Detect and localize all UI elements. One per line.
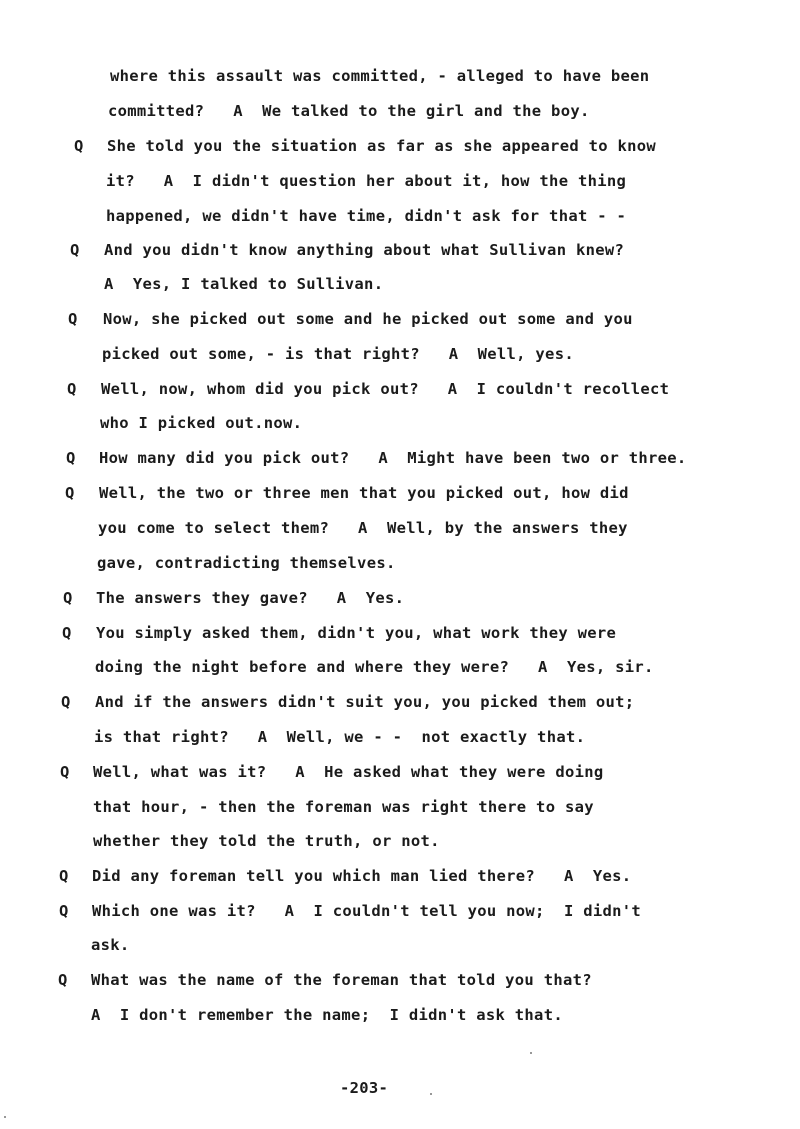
scan-speck: [430, 1093, 432, 1095]
question-marker: Q: [59, 902, 69, 920]
transcript-line: Well, what was it? A He asked what they were doing: [93, 763, 604, 781]
transcript-line: Which one was it? A I couldn't tell you now; I didn't: [92, 902, 642, 920]
question-marker: Q: [58, 971, 68, 989]
question-marker: Q: [59, 867, 69, 885]
transcript-line: Well, the two or three men that you picked out, how did: [99, 484, 629, 502]
transcript-line: And if the answers didn't suit you, you picked them out;: [95, 693, 635, 711]
transcript-line: whether they told the truth, or not.: [93, 832, 440, 850]
transcript-line: gave, contradicting themselves.: [97, 554, 396, 572]
transcript-line: Well, now, whom did you pick out? A I couldn't recollect: [101, 380, 670, 398]
transcript-line: The answers they gave? A Yes.: [96, 589, 405, 607]
question-marker: Q: [60, 763, 70, 781]
transcript-line: you come to select them? A Well, by the answers they: [98, 519, 628, 537]
transcript-line: it? A I didn't question her about it, how the thing: [106, 172, 627, 190]
question-marker: Q: [67, 380, 77, 398]
transcript-line: And you didn't know anything about what Sullivan knew?: [104, 241, 625, 259]
question-marker: Q: [74, 137, 84, 155]
question-marker: Q: [62, 624, 72, 642]
transcript-line: picked out some, - is that right? A Well, yes.: [102, 345, 574, 363]
question-marker: Q: [68, 310, 78, 328]
transcript-line: doing the night before and where they were? A Yes, sir.: [95, 658, 654, 676]
question-marker: Q: [70, 241, 80, 259]
question-marker: Q: [66, 449, 76, 467]
transcript-line: that hour, - then the foreman was right there to say: [93, 798, 594, 816]
transcript-line: A Yes, I talked to Sullivan.: [104, 275, 384, 293]
transcript-line: She told you the situation as far as she appeared to know: [107, 137, 657, 155]
scan-speck: [530, 1052, 532, 1054]
transcript-line: A I don't remember the name; I didn't ask that.: [91, 1006, 563, 1024]
transcript-line: is that right? A Well, we - - not exactly that.: [94, 728, 586, 746]
transcript-line: ask.: [91, 936, 130, 954]
transcript-line: Did any foreman tell you which man lied there? A Yes.: [92, 867, 632, 885]
transcript-line: who I picked out.now.: [100, 414, 303, 432]
question-marker: Q: [63, 589, 73, 607]
transcript-line: committed? A We talked to the girl and the boy.: [108, 102, 590, 120]
page-number: -203-: [340, 1079, 389, 1097]
transcript-line: How many did you pick out? A Might have been two or three.: [99, 449, 687, 467]
question-marker: Q: [65, 484, 75, 502]
question-marker: Q: [61, 693, 71, 711]
transcript-line: where this assault was committed, - alleged to have been: [110, 67, 650, 85]
transcript-line: Now, she picked out some and he picked out some and you: [103, 310, 633, 328]
scan-speck: [4, 1116, 6, 1118]
transcript-line: You simply asked them, didn't you, what work they were: [96, 624, 617, 642]
transcript-line: happened, we didn't have time, didn't ask for that - -: [106, 207, 627, 225]
transcript-line: What was the name of the foreman that told you that?: [91, 971, 592, 989]
